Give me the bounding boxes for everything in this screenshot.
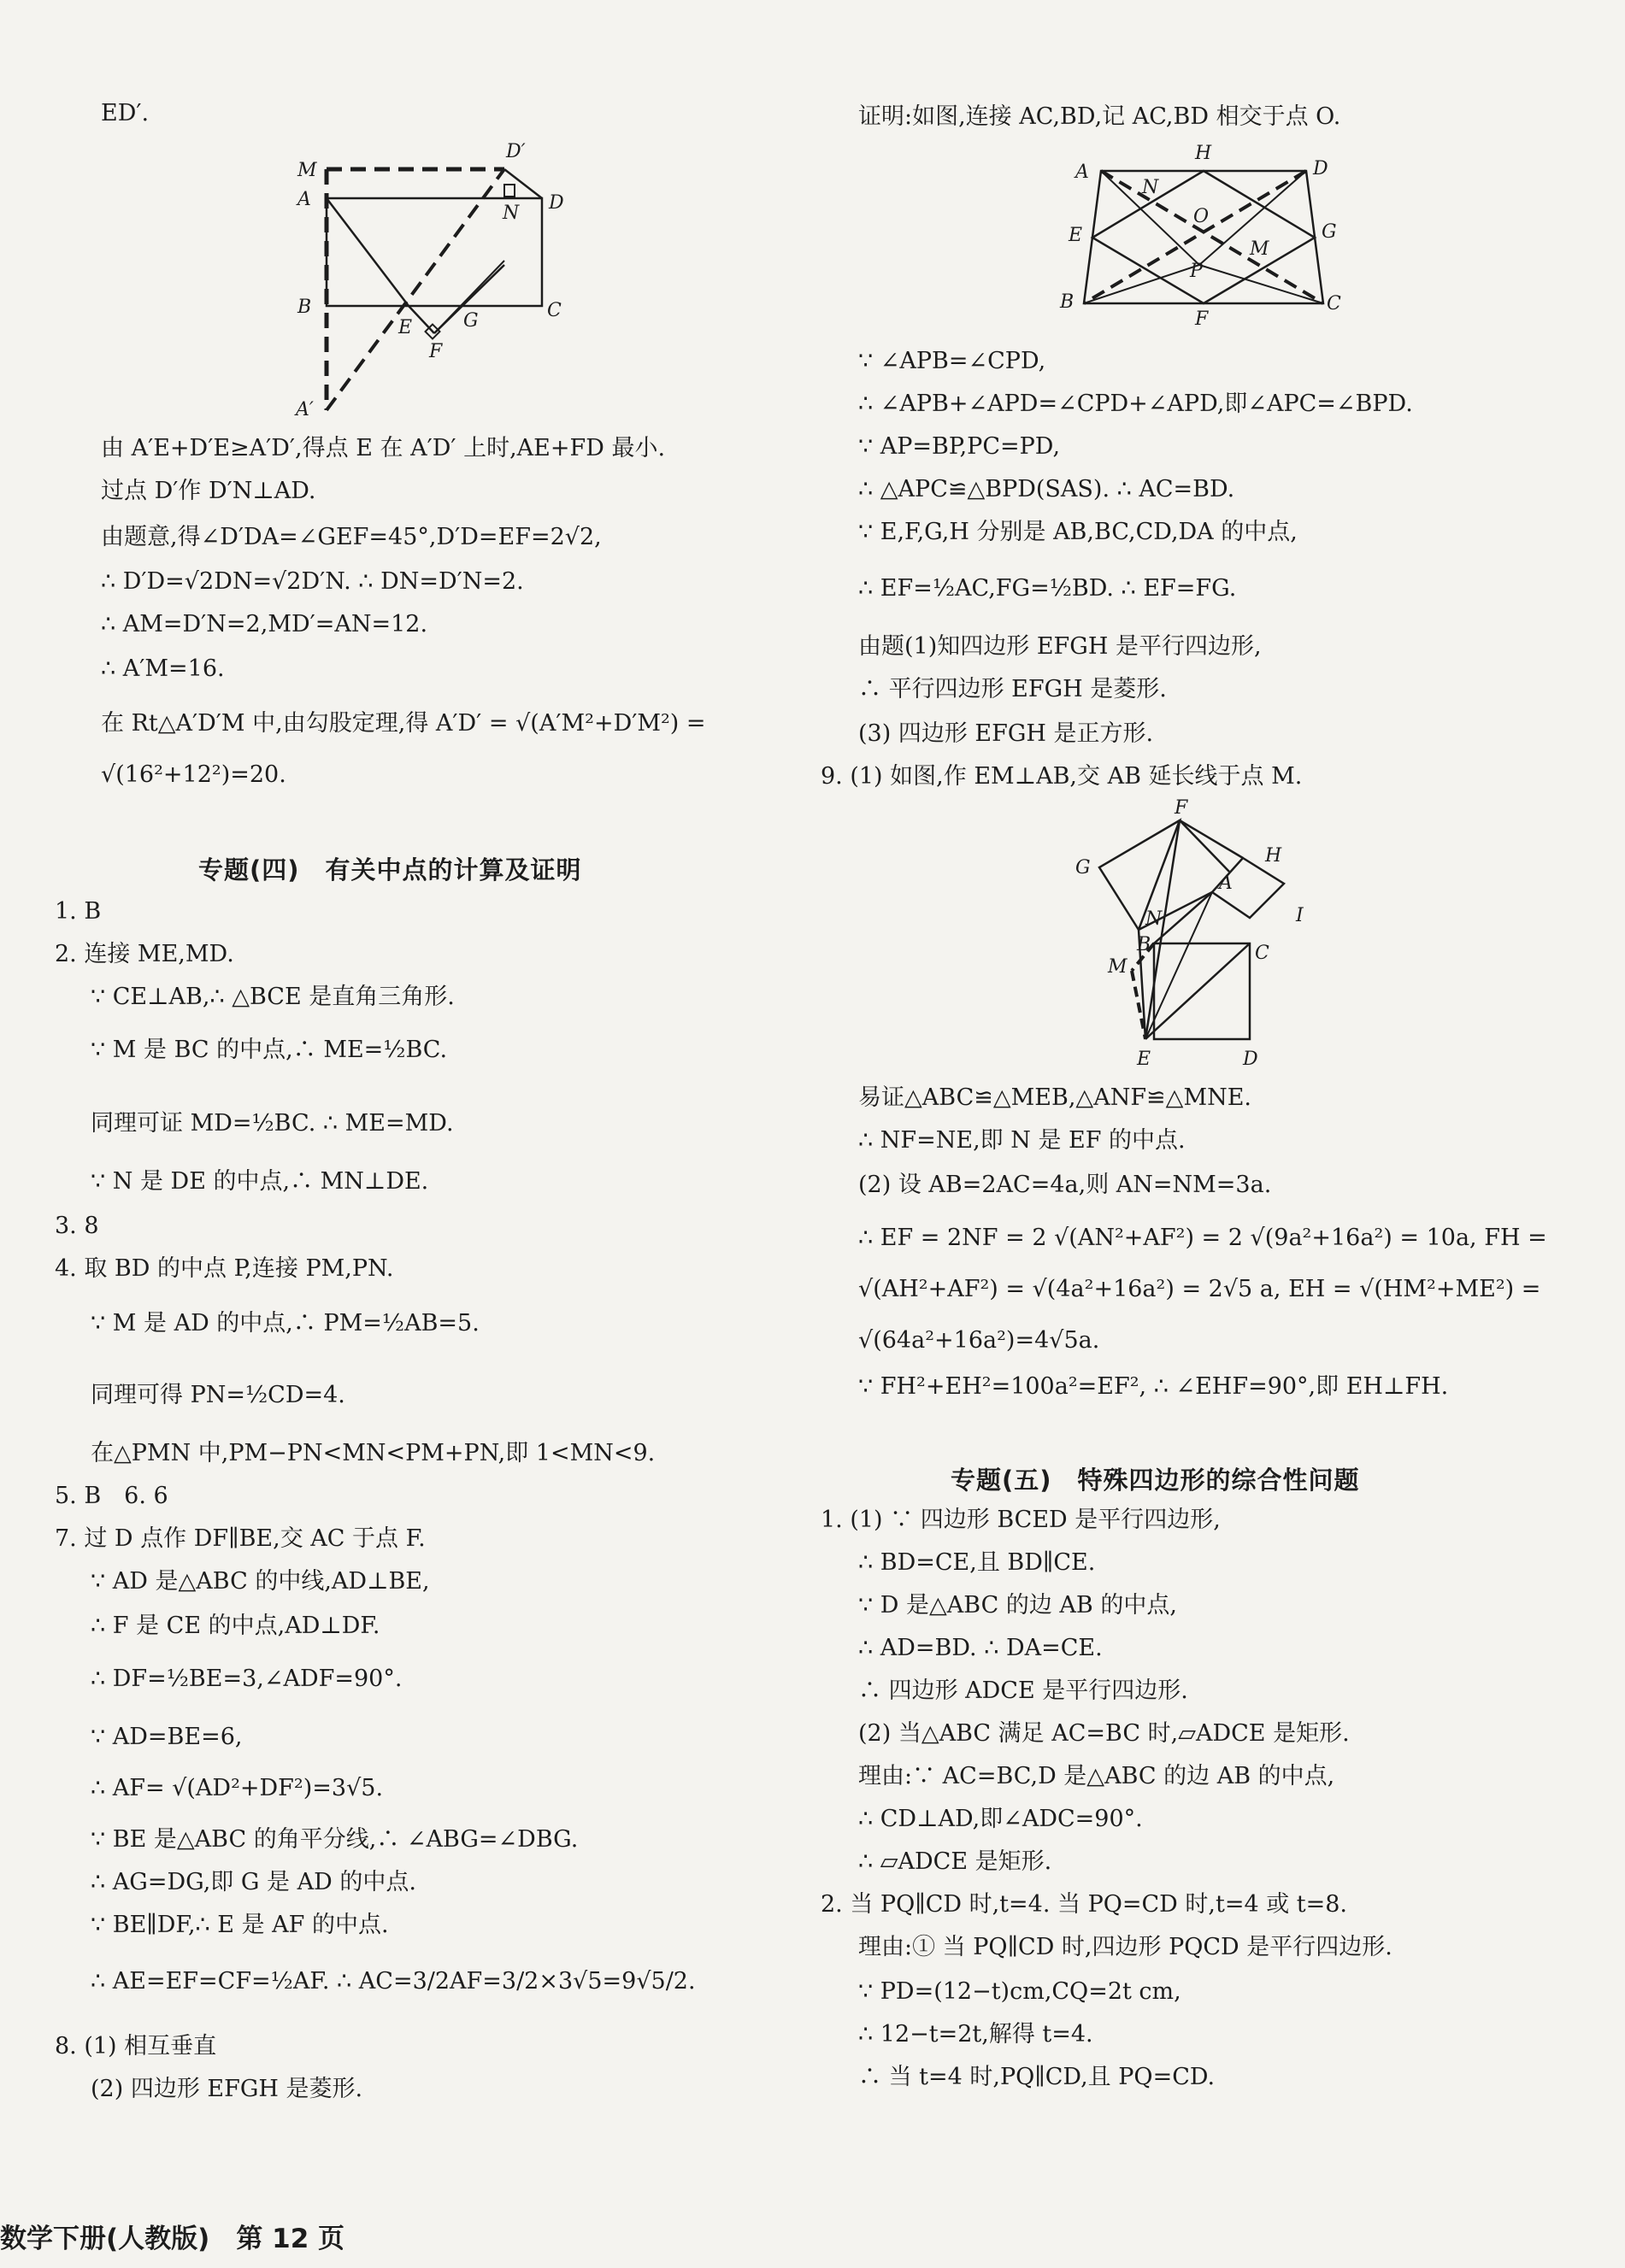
text-line: 由题意,得∠D′DA=∠GEF=45°,D′D=EF=2√2,	[101, 524, 602, 550]
text-line: 由 A′E+D′E≥A′D′,得点 E 在 A′D′ 上时,AE+FD 最小.	[101, 435, 666, 461]
fig1-label: D′	[506, 141, 526, 162]
answer-line: ∵ AD 是△ABC 的中线,AD⊥BE,	[91, 1568, 430, 1595]
fig2-label: C	[1327, 293, 1341, 314]
answer-line: 同理可得 PN=½CD=4.	[91, 1382, 345, 1408]
fig2-label: H	[1195, 143, 1212, 164]
text-line: 易证△ABC≌△MEB,△ANF≌△MNE.	[858, 1084, 1252, 1111]
answer-line: ∴ F 是 CE 的中点,AD⊥DF.	[91, 1613, 380, 1639]
figure-rectangle-reflection	[282, 137, 573, 419]
fig2-label: O	[1193, 206, 1210, 227]
answer-line: 3. 8	[55, 1213, 99, 1239]
text-line: ∵ FH²+EH²=100a²=EF², ∴ ∠EHF=90°,即 EH⊥FH.	[858, 1373, 1449, 1400]
fig2-label: G	[1322, 221, 1337, 243]
answer-line: 1. B	[55, 898, 102, 925]
text-line: ∴ AM=D′N=2,MD′=AN=12.	[101, 611, 428, 638]
answer-line: (2) 当△ABC 满足 AC=BC 时,▱ADCE 是矩形.	[858, 1720, 1350, 1747]
answer-line: ∵ M 是 AD 的中点,∴ PM=½AB=5.	[91, 1310, 480, 1337]
answer-line: ∵ N 是 DE 的中点,∴ MN⊥DE.	[91, 1168, 429, 1195]
fig3-label: E	[1137, 1049, 1151, 1070]
text-line: (2) 设 AB=2AC=4a,则 AN=NM=3a.	[858, 1172, 1272, 1198]
fig3-label: N	[1145, 908, 1163, 930]
answer-line: ∴ 四边形 ADCE 是平行四边形.	[858, 1677, 1188, 1704]
text-line: ∴ NF=NE,即 N 是 EF 的中点.	[858, 1127, 1186, 1154]
fig1-label: G	[463, 310, 479, 332]
answer-line: 8. (1) 相互垂直	[55, 2033, 217, 2059]
fig2-label: A	[1075, 162, 1089, 183]
fig3-label: B	[1137, 934, 1151, 955]
figure-squares-pythagoras	[1069, 797, 1342, 1077]
answer-line: ∴ AG=DG,即 G 是 AD 的中点.	[91, 1869, 416, 1895]
answer-line: 7. 过 D 点作 DF∥BE,交 AC 于点 F.	[55, 1525, 426, 1552]
fig3-label: F	[1175, 797, 1188, 819]
answer-line: 同理可证 MD=½BC. ∴ ME=MD.	[91, 1110, 454, 1137]
fig3-label: I	[1296, 905, 1304, 926]
fig2-label: B	[1060, 291, 1075, 313]
answer-line: ∴ DF=½BE=3,∠ADF=90°.	[91, 1666, 403, 1692]
answer-line: ∴ AD=BD. ∴ DA=CE.	[858, 1635, 1103, 1661]
fig1-label: F	[429, 341, 443, 362]
answer-line: ∵ AD=BE=6,	[91, 1724, 243, 1750]
answer-line: ∵ M 是 BC 的中点,∴ ME=½BC.	[91, 1037, 448, 1063]
fig1-label: E	[398, 317, 413, 338]
answer-line: (2) 四边形 EFGH 是菱形.	[91, 2076, 363, 2102]
answer-line: 4. 取 BD 的中点 P,连接 PM,PN.	[55, 1255, 394, 1282]
answer-line: 理由:∵ AC=BC,D 是△ABC 的边 AB 的中点,	[858, 1763, 1335, 1789]
text-line: 过点 D′作 D′N⊥AD.	[101, 478, 316, 504]
page-footer: 数学下册(人教版) 第 12 页	[0, 2224, 345, 2254]
fig1-label: C	[547, 300, 562, 321]
fig3-label: A	[1219, 873, 1233, 894]
answer-line: 理由:① 当 PQ∥CD 时,四边形 PQCD 是平行四边形.	[858, 1934, 1392, 1960]
answer-line: 5. B 6. 6	[55, 1483, 168, 1509]
fig2-label: D	[1313, 158, 1328, 179]
fig1-label: D	[549, 192, 564, 214]
answer-line: ∴ 12−t=2t,解得 t=4.	[858, 2021, 1093, 2048]
text-line: (3) 四边形 EFGH 是正方形.	[858, 720, 1154, 747]
text-line: √(64a²+16a²)=4√5a.	[858, 1327, 1100, 1354]
section-title-4: 专题(四) 有关中点的计算及证明	[198, 855, 582, 884]
text-line: ∴ ∠APB+∠APD=∠CPD+∠APD,即∠APC=∠BPD.	[858, 391, 1413, 417]
answer-line: 2. 连接 ME,MD.	[55, 941, 234, 967]
fig3-label: D	[1243, 1049, 1258, 1070]
text-line: 9. (1) 如图,作 EM⊥AB,交 AB 延长线于点 M.	[821, 763, 1303, 790]
text-line: ED′.	[101, 100, 150, 126]
fig1-label: B	[297, 297, 312, 318]
answer-line: 2. 当 PQ∥CD 时,t=4. 当 PQ=CD 时,t=4 或 t=8.	[821, 1891, 1348, 1918]
fig3-label: H	[1265, 845, 1282, 867]
answer-line: ∴ BD=CE,且 BD∥CE.	[858, 1549, 1096, 1576]
answer-line: ∵ PD=(12−t)cm,CQ=2t cm,	[858, 1978, 1181, 2005]
answer-line: ∴ CD⊥AD,即∠ADC=90°.	[858, 1806, 1143, 1832]
fig2-label: P	[1190, 261, 1203, 282]
answer-line: ∴ ▱ADCE 是矩形.	[858, 1848, 1052, 1875]
text-line: ∴ 平行四边形 EFGH 是菱形.	[858, 676, 1167, 702]
fig2-label: N	[1142, 177, 1159, 198]
fig1-label: M	[297, 160, 317, 181]
fig1-label: N	[503, 203, 520, 224]
text-line: ∴ △APC≌△BPD(SAS). ∴ AC=BD.	[858, 476, 1235, 502]
answer-line: ∵ BE 是△ABC 的角平分线,∴ ∠ABG=∠DBG.	[91, 1826, 579, 1853]
text-line: 在 Rt△A′D′M 中,由勾股定理,得 A′D′ = √(A′M²+D′M²) =	[101, 710, 706, 737]
text-line: 由题(1)知四边形 EFGH 是平行四边形,	[858, 633, 1262, 660]
answer-line: ∵ D 是△ABC 的边 AB 的中点,	[858, 1592, 1177, 1619]
answer-line: 在△PMN 中,PM−PN<MN<PM+PN,即 1<MN<9.	[91, 1440, 656, 1466]
text-line: ∴ A′M=16.	[101, 655, 225, 682]
text-line: ∵ E,F,G,H 分别是 AB,BC,CD,DA 的中点,	[858, 519, 1298, 545]
answer-line: ∴ AF= √(AD²+DF²)=3√5.	[91, 1775, 384, 1801]
fig3-label: M	[1108, 956, 1127, 978]
answer-line: ∵ BE∥DF,∴ E 是 AF 的中点.	[91, 1912, 389, 1938]
fig1-label: A	[297, 189, 311, 210]
fig1-label: A′	[296, 399, 314, 420]
fig2-label: E	[1069, 225, 1083, 246]
figure-trapezoid-midpoints	[1050, 137, 1340, 342]
answer-line: ∴ 当 t=4 时,PQ∥CD,且 PQ=CD.	[858, 2064, 1216, 2090]
answer-line: ∵ CE⊥AB,∴ △BCE 是直角三角形.	[91, 984, 455, 1010]
text-line: √(16²+12²)=20.	[101, 761, 286, 788]
fig2-label: M	[1250, 238, 1269, 260]
text-line: ∴ EF=½AC,FG=½BD. ∴ EF=FG.	[858, 575, 1237, 602]
fig2-label: F	[1195, 308, 1209, 330]
answer-line: 1. (1) ∵ 四边形 BCED 是平行四边形,	[821, 1507, 1221, 1533]
text-line: √(AH²+AF²) = √(4a²+16a²) = 2√5 a, EH = √(HM²+ME²) =	[858, 1276, 1541, 1302]
fig3-label: C	[1255, 943, 1269, 964]
text-line: 证明:如图,连接 AC,BD,记 AC,BD 相交于点 O.	[858, 103, 1341, 130]
section-title-5: 专题(五) 特殊四边形的综合性问题	[951, 1466, 1360, 1495]
text-line: ∴ EF = 2NF = 2 √(AN²+AF²) = 2 √(9a²+16a²) = 10a, FH =	[858, 1225, 1547, 1251]
fig3-label: G	[1075, 857, 1091, 878]
answer-line: ∴ AE=EF=CF=½AF. ∴ AC=3/2AF=3/2×3√5=9√5/2.	[91, 1968, 696, 1995]
text-line: ∴ D′D=√2DN=√2D′N. ∴ DN=D′N=2.	[101, 568, 524, 595]
text-line: ∵ ∠APB=∠CPD,	[858, 348, 1046, 374]
text-line: ∵ AP=BP,PC=PD,	[858, 433, 1061, 460]
